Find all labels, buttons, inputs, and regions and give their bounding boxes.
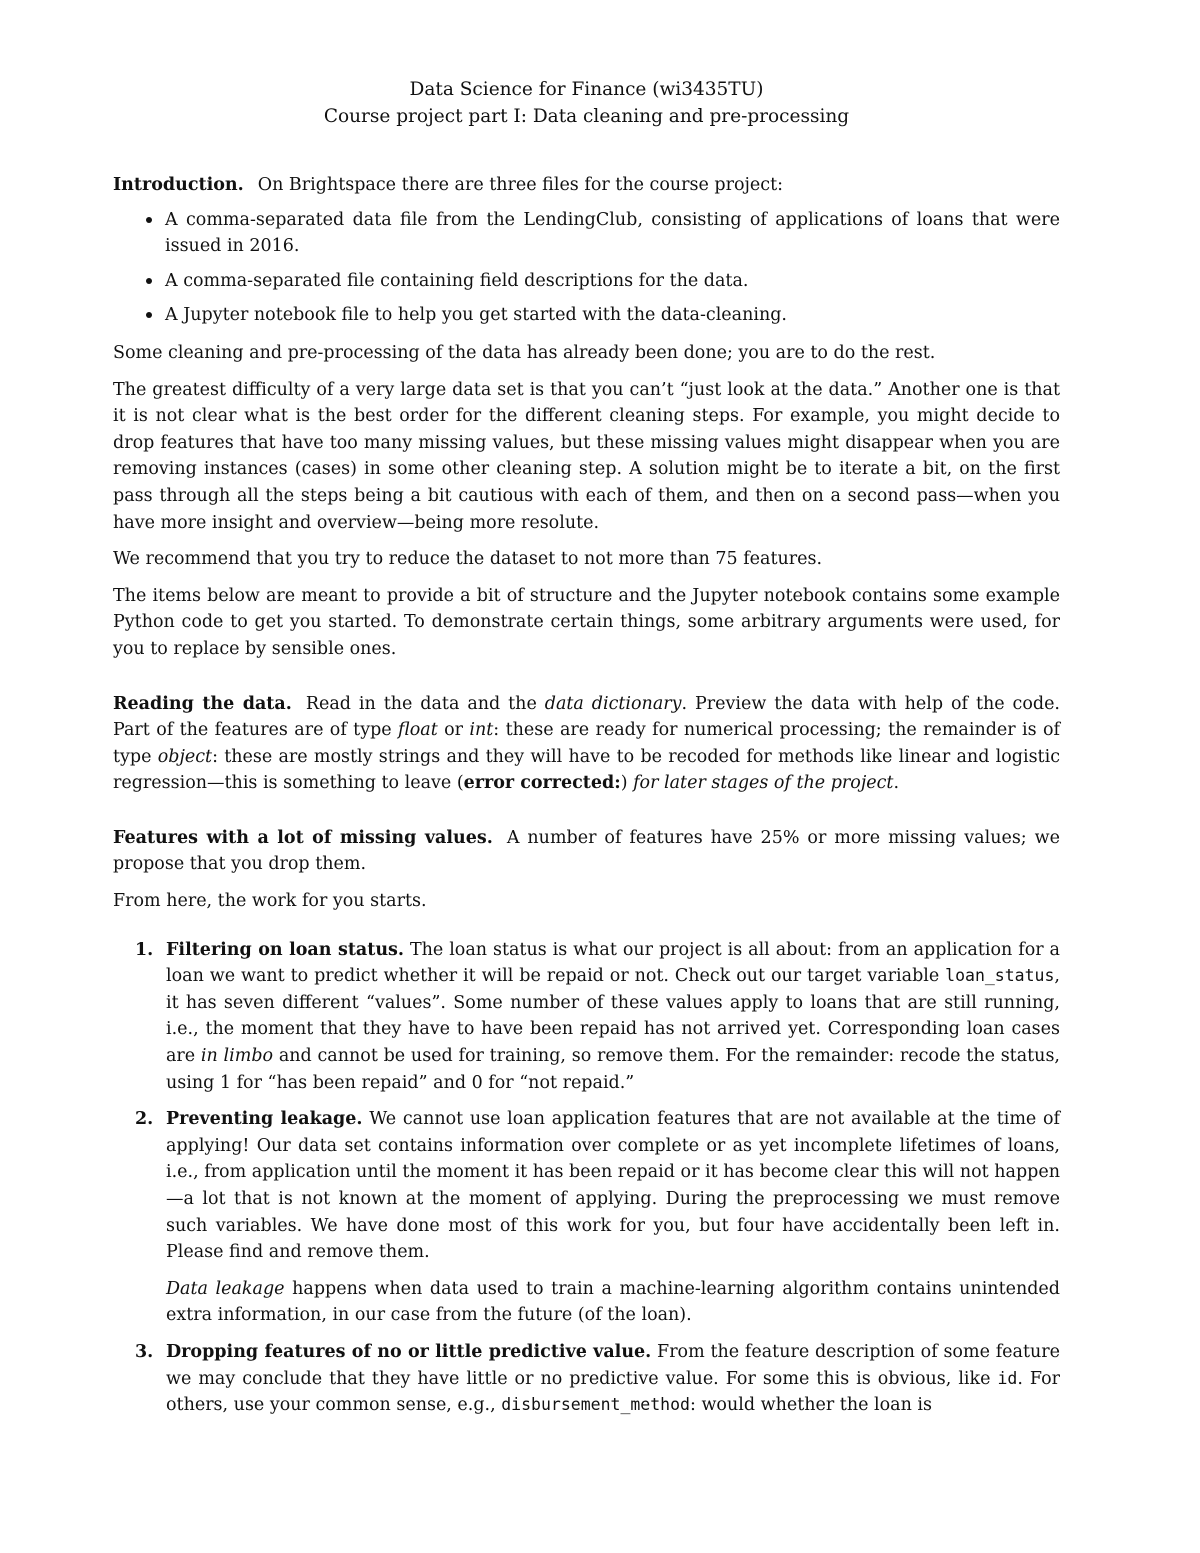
intro-heading: Introduction. [113, 175, 244, 195]
item-number: 2. [135, 1109, 154, 1130]
reading-heading: Reading the data. [113, 693, 292, 714]
item-heading: Filtering on loan status. [166, 939, 404, 960]
document-page [113, 76, 1060, 1419]
intro-text: On Brightspace there are three files for the course project: [257, 175, 784, 195]
paragraph-difficulty: The greatest difficulty of a very large data set is that you can’t “just look at the data.” Another one is that it is not clear what is the best order for the different cleaning steps. For example, you might decide to drop features that have too many missing values, but these missing values might disappear when you are removing instances (cases) in some other cleaning step. A solution might be to iterate a bit, on the first pass through all the steps being a bit cautious with each of them, and then on a second pass—when you have more insight and overview—being more resolute. [113, 379, 1060, 533]
item-heading: Preventing leakage. [166, 1109, 363, 1130]
item-number: 1. [135, 939, 154, 960]
document-title [113, 76, 1060, 130]
paragraph-structure: The items below are meant to provide a bit of structure and the Jupyter notebook contains some example Python code to get you started. To demonstrate certain things, some arbitrary arguments were used, for you to replace by sensible ones. [113, 585, 1060, 659]
bullet-icon [146, 312, 152, 318]
paragraph-work-starts: From here, the work for you starts. [113, 891, 427, 912]
paragraph-recommendation: We recommend that you try to reduce the dataset to not more than 75 features. [113, 549, 823, 570]
list-item: A comma-separated file containing field descriptions for the data. [113, 268, 1060, 295]
intro-paragraph [113, 172, 1060, 199]
missing-paragraph: Features with a lot of missing values. A number of features have 25% or more missing values; we propose that you drop them. [113, 827, 1060, 875]
item-number: 3. [135, 1341, 154, 1362]
reading-paragraph: Reading the data. Read in the data and the data dictionary. Preview the data with help of the code. Part of the features are of type float or int: these are ready for numerical processing; the remainder is of type object: these are mostly strings and they will have to be recoded for methods like linear and logistic regression—this is something to leave (error corrected:) for later stages of the project. [113, 693, 1060, 794]
steps-list [113, 937, 1060, 1419]
list-item: A comma-separated data file from the LendingClub, consisting of applications of loans that were issued in 2016. [113, 207, 1060, 260]
bullet-icon [146, 278, 152, 284]
list-item: A Jupyter notebook file to help you get started with the data-cleaning. [113, 302, 1060, 329]
list-item: 1. Filtering on loan status. The loan status is what our project is all about: from an application for a loan we want to predict whether it will be repaid or not. Check out our target variable loan_status, it has seven different “values”. Some number of these values apply to loans that are still running, i.e., the moment that they have to have been repaid has not arrived yet. Corresponding loan cases are in limbo and cannot be used for training, so remove them. For the remainder: recode the status, using 1 for “has been repaid” and 0 for “not repaid.” [113, 937, 1060, 1097]
title-line-2: Course project part I: Data cleaning and pre-processing [323, 106, 850, 127]
list-item: 2. Preventing leakage. We cannot use loan application features that are not available at the time of applying! Our data set contains information over complete or as yet incomplete lifetimes of loans, i.e., from application until the moment it has been repaid or it has become clear this will not happen—a lot that is not known at the moment of applying. During the preprocessing we must remove such variables. We have done most of this work for you, but four have accidentally been left in. Please find and remove them. Data leakage happens when data used to train a machine-learning algorithm contains unintended extra information, in our case from the future (of the loan). [113, 1106, 1060, 1329]
paragraph-preprocessing: Some cleaning and pre-processing of the data has already been done; you are to do the rest. [113, 342, 936, 363]
files-list [113, 207, 1060, 329]
title-line-1: Data Science for Finance (wi3435TU) [409, 79, 764, 100]
item-heading: Dropping features of no or little predictive value. [166, 1341, 652, 1362]
error-corrected-note: error corrected: [463, 773, 621, 794]
list-item: 3. Dropping features of no or little predictive value. From the feature description of some feature we may conclude that they have little or no predictive value. For some this is obvious, like id. For others, use your common sense, e.g., disbursement_method: would whether the loan is [113, 1339, 1060, 1419]
leakage-definition: Data leakage happens when data used to train a machine-learning algorithm contains unintended extra information, in our case from the future (of the loan). [166, 1278, 1060, 1326]
missing-heading: Features with a lot of missing values. [113, 827, 493, 848]
bullet-icon [146, 217, 152, 223]
